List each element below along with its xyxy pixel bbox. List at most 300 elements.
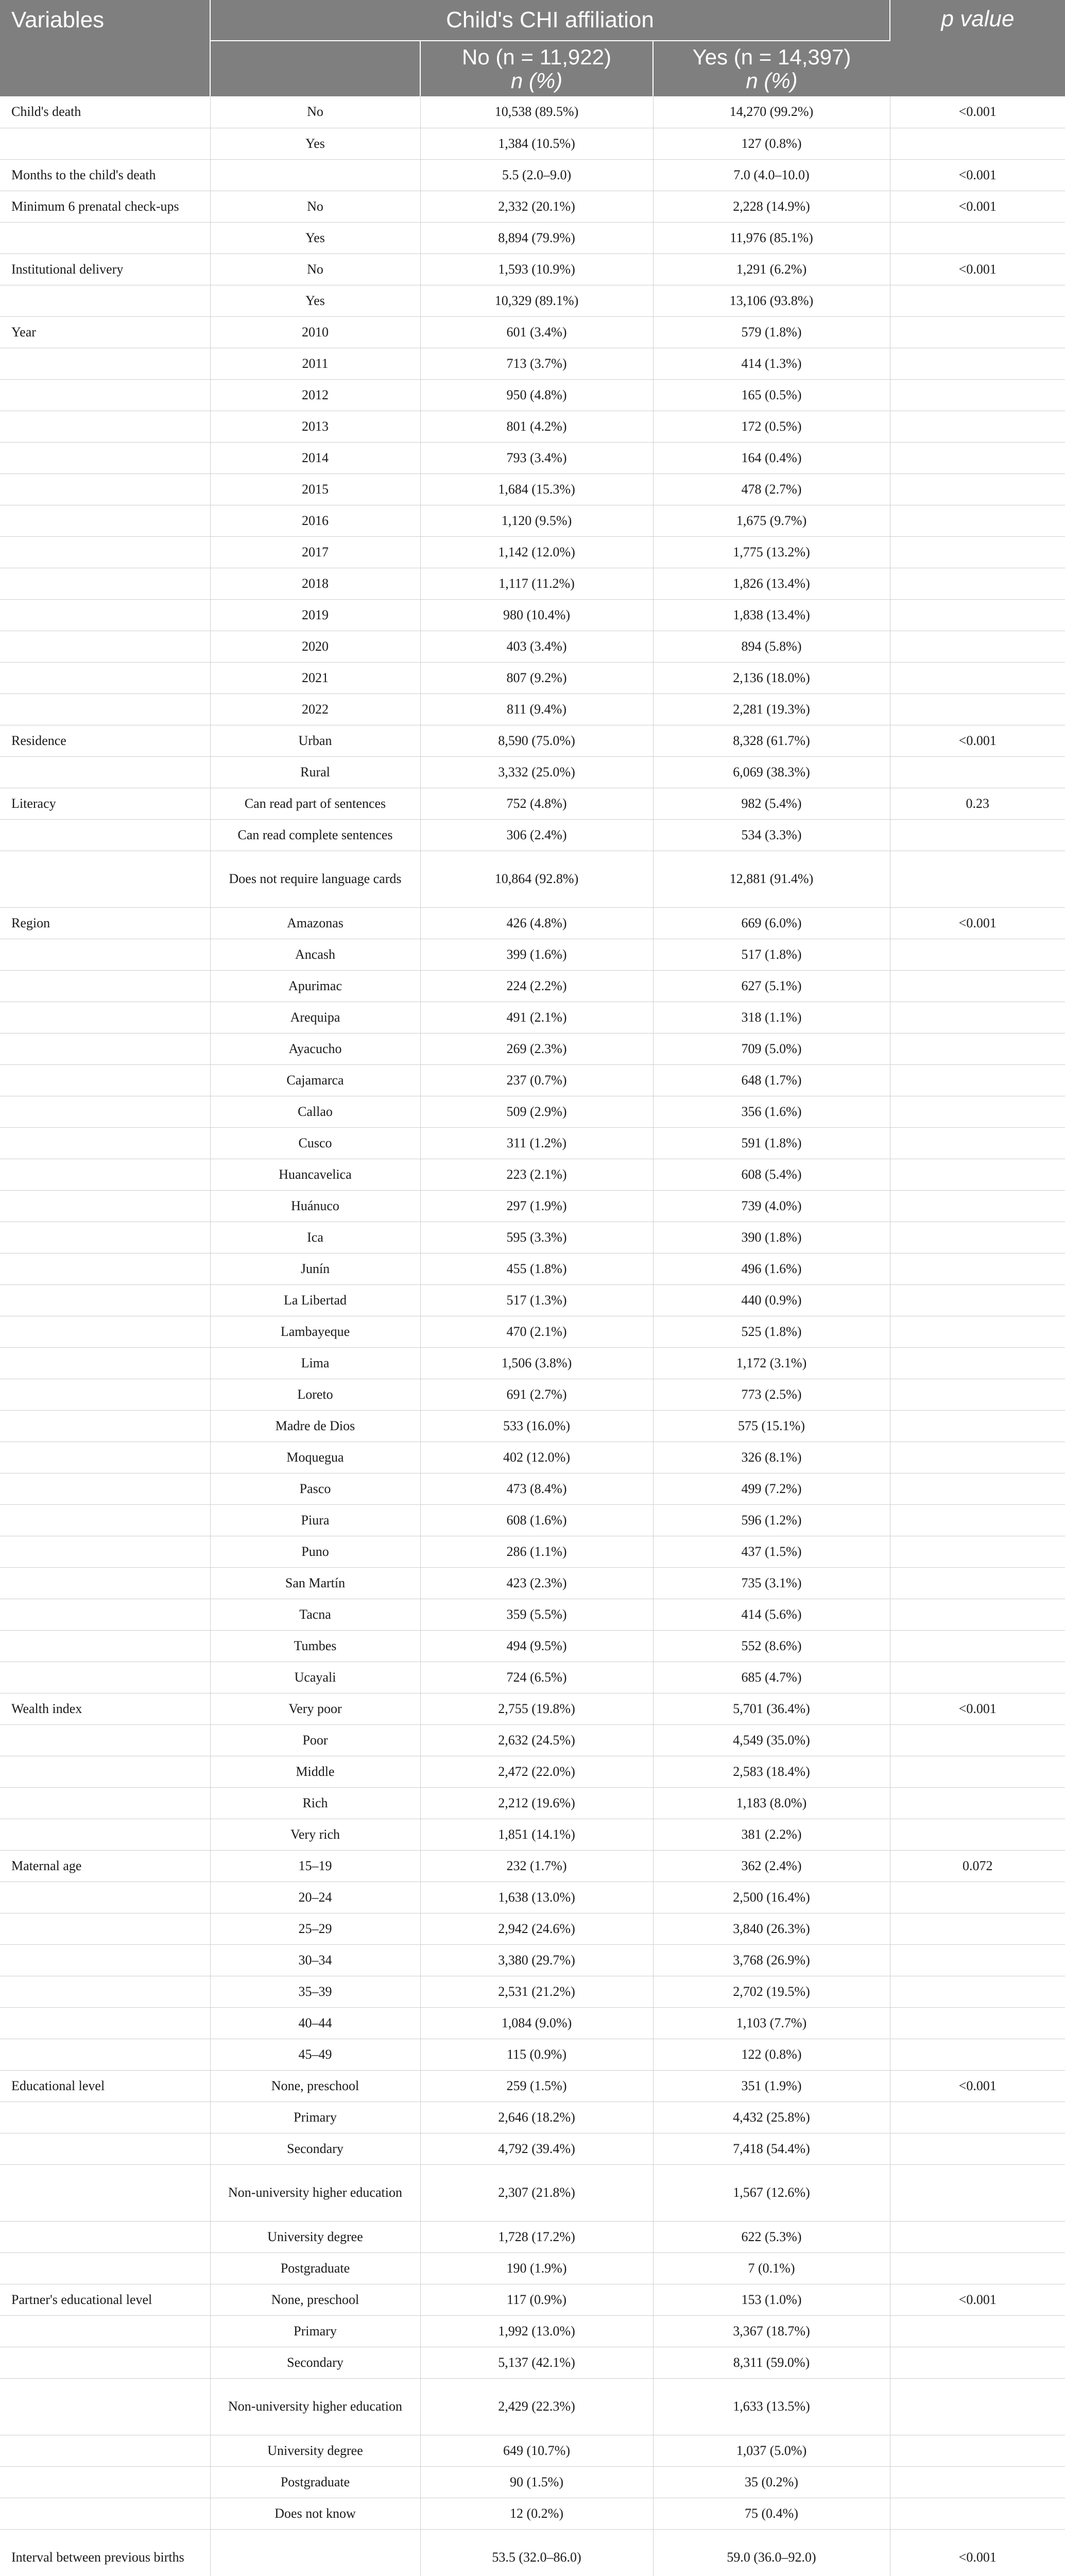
cell-p-value bbox=[890, 2252, 1065, 2284]
cell-subcategory: Huánuco bbox=[210, 1190, 420, 1222]
cell-subcategory: Postgraduate bbox=[210, 2466, 420, 2498]
cell-subcategory: Rural bbox=[210, 756, 420, 788]
cell-subcategory: La Libertad bbox=[210, 1284, 420, 1316]
cell-yes: 1,826 (13.4%) bbox=[653, 568, 890, 599]
cell-no: 1,084 (9.0%) bbox=[420, 2007, 653, 2039]
cell-subcategory: Tacna bbox=[210, 1599, 420, 1630]
cell-yes: 1,291 (6.2%) bbox=[653, 253, 890, 285]
cell-variable bbox=[0, 348, 210, 379]
cell-variable bbox=[0, 1033, 210, 1064]
table-row bbox=[0, 2347, 1065, 2378]
cell-yes: 7 (0.1%) bbox=[653, 2252, 890, 2284]
cell-variable bbox=[0, 1567, 210, 1599]
cell-no: 286 (1.1%) bbox=[420, 1536, 653, 1567]
cell-yes: 596 (1.2%) bbox=[653, 1504, 890, 1536]
cell-variable bbox=[0, 2315, 210, 2347]
cell-variable bbox=[0, 970, 210, 1002]
cell-subcategory: Very poor bbox=[210, 1693, 420, 1724]
cell-no: 115 (0.9%) bbox=[420, 2039, 653, 2070]
cell-p-value: <0.001 bbox=[890, 725, 1065, 756]
cell-subcategory: Ayacucho bbox=[210, 1033, 420, 1064]
cell-no: 2,307 (21.8%) bbox=[420, 2164, 653, 2221]
cell-no: 713 (3.7%) bbox=[420, 348, 653, 379]
cell-no: 359 (5.5%) bbox=[420, 1599, 653, 1630]
header-col-yes-unit: n (%) bbox=[746, 68, 798, 93]
cell-p-value bbox=[890, 536, 1065, 568]
table-row bbox=[0, 442, 1065, 473]
cell-p-value bbox=[890, 411, 1065, 442]
cell-no: 1,117 (11.2%) bbox=[420, 568, 653, 599]
cell-yes: 59.0 (36.0–92.0) bbox=[653, 2529, 890, 2576]
cell-p-value bbox=[890, 2315, 1065, 2347]
cell-variable bbox=[0, 2007, 210, 2039]
cell-subcategory: Callao bbox=[210, 1096, 420, 1127]
cell-p-value bbox=[890, 1159, 1065, 1190]
cell-p-value bbox=[890, 2164, 1065, 2221]
cell-yes: 390 (1.8%) bbox=[653, 1222, 890, 1253]
cell-p-value bbox=[890, 1944, 1065, 1976]
cell-variable bbox=[0, 2164, 210, 2221]
cell-subcategory: 2022 bbox=[210, 693, 420, 725]
cell-no: 12 (0.2%) bbox=[420, 2498, 653, 2529]
cell-no: 1,728 (17.2%) bbox=[420, 2221, 653, 2252]
cell-variable bbox=[0, 1976, 210, 2007]
cell-subcategory: Cusco bbox=[210, 1127, 420, 1159]
cell-yes: 35 (0.2%) bbox=[653, 2466, 890, 2498]
table-row bbox=[0, 128, 1065, 159]
cell-variable bbox=[0, 2221, 210, 2252]
cell-subcategory: Lambayeque bbox=[210, 1316, 420, 1347]
cell-p-value bbox=[890, 1442, 1065, 1473]
cell-no: 190 (1.9%) bbox=[420, 2252, 653, 2284]
cell-subcategory: Primary bbox=[210, 2315, 420, 2347]
cell-yes: 685 (4.7%) bbox=[653, 1662, 890, 1693]
cell-p-value bbox=[890, 1064, 1065, 1096]
header-group-title: Child's CHI affiliation bbox=[210, 0, 890, 41]
cell-yes: 669 (6.0%) bbox=[653, 907, 890, 939]
table-row bbox=[0, 1222, 1065, 1253]
table-row bbox=[0, 1410, 1065, 1442]
table-row bbox=[0, 222, 1065, 253]
cell-yes: 3,840 (26.3%) bbox=[653, 1913, 890, 1944]
cell-no: 807 (9.2%) bbox=[420, 662, 653, 693]
cell-no: 1,142 (12.0%) bbox=[420, 536, 653, 568]
cell-no: 1,593 (10.9%) bbox=[420, 253, 653, 285]
cell-no: 2,472 (22.0%) bbox=[420, 1756, 653, 1787]
cell-variable bbox=[0, 536, 210, 568]
table-row bbox=[0, 2164, 1065, 2221]
cell-p-value bbox=[890, 1567, 1065, 1599]
cell-subcategory: Ica bbox=[210, 1222, 420, 1253]
cell-variable bbox=[0, 222, 210, 253]
cell-subcategory: 45–49 bbox=[210, 2039, 420, 2070]
cell-yes: 739 (4.0%) bbox=[653, 1190, 890, 1222]
table-row bbox=[0, 1630, 1065, 1662]
cell-variable bbox=[0, 1756, 210, 1787]
cell-yes: 608 (5.4%) bbox=[653, 1159, 890, 1190]
cell-no: 10,864 (92.8%) bbox=[420, 851, 653, 907]
cell-subcategory: University degree bbox=[210, 2221, 420, 2252]
cell-p-value bbox=[890, 1127, 1065, 1159]
cell-variable bbox=[0, 1379, 210, 1410]
cell-no: 494 (9.5%) bbox=[420, 1630, 653, 1662]
cell-p-value bbox=[890, 1913, 1065, 1944]
cell-variable bbox=[0, 1724, 210, 1756]
cell-subcategory: No bbox=[210, 96, 420, 128]
cell-yes: 1,775 (13.2%) bbox=[653, 536, 890, 568]
cell-p-value: 0.23 bbox=[890, 788, 1065, 819]
table-row bbox=[0, 1347, 1065, 1379]
cell-yes: 982 (5.4%) bbox=[653, 788, 890, 819]
table-row bbox=[0, 2529, 1065, 2576]
cell-subcategory: Tumbes bbox=[210, 1630, 420, 1662]
cell-subcategory: 2020 bbox=[210, 631, 420, 662]
cell-subcategory: Very rich bbox=[210, 1819, 420, 1850]
cell-variable bbox=[0, 599, 210, 631]
cell-p-value bbox=[890, 2007, 1065, 2039]
header-col-yes bbox=[653, 41, 890, 96]
cell-variable bbox=[0, 1599, 210, 1630]
cell-no: 1,851 (14.1%) bbox=[420, 1819, 653, 1850]
cell-no: 311 (1.2%) bbox=[420, 1127, 653, 1159]
cell-no: 509 (2.9%) bbox=[420, 1096, 653, 1127]
cell-subcategory: Non-university higher education bbox=[210, 2378, 420, 2435]
cell-subcategory: Huancavelica bbox=[210, 1159, 420, 1190]
cell-no: 473 (8.4%) bbox=[420, 1473, 653, 1504]
cell-subcategory: 2011 bbox=[210, 348, 420, 379]
cell-p-value bbox=[890, 2466, 1065, 2498]
cell-subcategory: Poor bbox=[210, 1724, 420, 1756]
cell-yes: 3,768 (26.9%) bbox=[653, 1944, 890, 1976]
cell-yes: 575 (15.1%) bbox=[653, 1410, 890, 1442]
cell-p-value bbox=[890, 2378, 1065, 2435]
cell-yes: 4,432 (25.8%) bbox=[653, 2102, 890, 2133]
cell-p-value bbox=[890, 1284, 1065, 1316]
cell-yes: 534 (3.3%) bbox=[653, 819, 890, 851]
table-row bbox=[0, 191, 1065, 222]
table-body bbox=[0, 96, 1065, 2576]
cell-p-value bbox=[890, 599, 1065, 631]
cell-subcategory: 2012 bbox=[210, 379, 420, 411]
cell-p-value: <0.001 bbox=[890, 253, 1065, 285]
cell-p-value bbox=[890, 1222, 1065, 1253]
cell-variable bbox=[0, 756, 210, 788]
table-row bbox=[0, 819, 1065, 851]
cell-no: 595 (3.3%) bbox=[420, 1222, 653, 1253]
cell-p-value bbox=[890, 1410, 1065, 1442]
cell-subcategory: Amazonas bbox=[210, 907, 420, 939]
table-row bbox=[0, 1756, 1065, 1787]
cell-subcategory: 2015 bbox=[210, 473, 420, 505]
cell-yes: 5,701 (36.4%) bbox=[653, 1693, 890, 1724]
cell-variable bbox=[0, 1536, 210, 1567]
table-row bbox=[0, 1190, 1065, 1222]
cell-subcategory: None, preschool bbox=[210, 2070, 420, 2102]
cell-no: 724 (6.5%) bbox=[420, 1662, 653, 1693]
cell-p-value bbox=[890, 631, 1065, 662]
cell-no: 2,942 (24.6%) bbox=[420, 1913, 653, 1944]
cell-p-value bbox=[890, 473, 1065, 505]
cell-yes: 6,069 (38.3%) bbox=[653, 756, 890, 788]
table-row bbox=[0, 1536, 1065, 1567]
cell-variable bbox=[0, 128, 210, 159]
cell-p-value bbox=[890, 222, 1065, 253]
cell-subcategory: University degree bbox=[210, 2435, 420, 2466]
cell-no: 608 (1.6%) bbox=[420, 1504, 653, 1536]
table-row bbox=[0, 1567, 1065, 1599]
cell-yes: 648 (1.7%) bbox=[653, 1064, 890, 1096]
cell-p-value bbox=[890, 128, 1065, 159]
cell-variable: Child's death bbox=[0, 96, 210, 128]
table-row bbox=[0, 505, 1065, 536]
cell-p-value bbox=[890, 1002, 1065, 1033]
cell-variable bbox=[0, 939, 210, 970]
cell-variable: Months to the child's death bbox=[0, 159, 210, 191]
cell-variable bbox=[0, 1316, 210, 1347]
cell-p-value bbox=[890, 851, 1065, 907]
cell-p-value bbox=[890, 662, 1065, 693]
cell-subcategory: Yes bbox=[210, 128, 420, 159]
cell-p-value bbox=[890, 285, 1065, 316]
cell-subcategory: Loreto bbox=[210, 1379, 420, 1410]
cell-p-value: <0.001 bbox=[890, 2070, 1065, 2102]
cell-subcategory: 2021 bbox=[210, 662, 420, 693]
cell-p-value bbox=[890, 1253, 1065, 1284]
cell-no: 1,992 (13.0%) bbox=[420, 2315, 653, 2347]
cell-p-value bbox=[890, 348, 1065, 379]
cell-variable bbox=[0, 379, 210, 411]
cell-yes: 127 (0.8%) bbox=[653, 128, 890, 159]
cell-subcategory: 2010 bbox=[210, 316, 420, 348]
cell-variable bbox=[0, 2466, 210, 2498]
cell-variable bbox=[0, 2435, 210, 2466]
cell-subcategory: No bbox=[210, 191, 420, 222]
cell-yes: 381 (2.2%) bbox=[653, 1819, 890, 1850]
cell-no: 2,429 (22.3%) bbox=[420, 2378, 653, 2435]
cell-yes: 2,281 (19.3%) bbox=[653, 693, 890, 725]
cell-variable bbox=[0, 1442, 210, 1473]
cell-yes: 579 (1.8%) bbox=[653, 316, 890, 348]
cell-subcategory: Postgraduate bbox=[210, 2252, 420, 2284]
cell-variable bbox=[0, 1944, 210, 1976]
table-row bbox=[0, 725, 1065, 756]
cell-subcategory bbox=[210, 159, 420, 191]
cell-p-value bbox=[890, 693, 1065, 725]
cell-subcategory: Does not require language cards bbox=[210, 851, 420, 907]
cell-yes: 326 (8.1%) bbox=[653, 1442, 890, 1473]
cell-variable bbox=[0, 1064, 210, 1096]
cell-yes: 1,172 (3.1%) bbox=[653, 1347, 890, 1379]
table-row bbox=[0, 1913, 1065, 1944]
cell-yes: 362 (2.4%) bbox=[653, 1850, 890, 1882]
cell-yes: 525 (1.8%) bbox=[653, 1316, 890, 1347]
cell-p-value bbox=[890, 970, 1065, 1002]
cell-no: 2,646 (18.2%) bbox=[420, 2102, 653, 2133]
cell-yes: 172 (0.5%) bbox=[653, 411, 890, 442]
cell-no: 601 (3.4%) bbox=[420, 316, 653, 348]
cell-subcategory: Apurimac bbox=[210, 970, 420, 1002]
cell-p-value bbox=[890, 316, 1065, 348]
cell-no: 3,380 (29.7%) bbox=[420, 1944, 653, 1976]
cell-no: 402 (12.0%) bbox=[420, 1442, 653, 1473]
header-p-value-label: p value bbox=[941, 6, 1015, 31]
cell-yes: 2,702 (19.5%) bbox=[653, 1976, 890, 2007]
table-row bbox=[0, 2007, 1065, 2039]
cell-variable bbox=[0, 1504, 210, 1536]
cell-variable bbox=[0, 2252, 210, 2284]
cell-subcategory: Cajamarca bbox=[210, 1064, 420, 1096]
cell-no: 399 (1.6%) bbox=[420, 939, 653, 970]
cell-no: 232 (1.7%) bbox=[420, 1850, 653, 1882]
table-row bbox=[0, 1599, 1065, 1630]
cell-yes: 2,136 (18.0%) bbox=[653, 662, 890, 693]
cell-p-value bbox=[890, 379, 1065, 411]
cell-subcategory: Ancash bbox=[210, 939, 420, 970]
table-row bbox=[0, 1379, 1065, 1410]
cell-p-value bbox=[890, 1316, 1065, 1347]
cell-yes: 153 (1.0%) bbox=[653, 2284, 890, 2315]
cell-no: 423 (2.3%) bbox=[420, 1567, 653, 1599]
cell-yes: 622 (5.3%) bbox=[653, 2221, 890, 2252]
cell-variable bbox=[0, 2102, 210, 2133]
cell-no: 2,332 (20.1%) bbox=[420, 191, 653, 222]
cell-p-value bbox=[890, 1787, 1065, 1819]
cell-variable: Minimum 6 prenatal check-ups bbox=[0, 191, 210, 222]
cell-yes: 773 (2.5%) bbox=[653, 1379, 890, 1410]
cell-p-value bbox=[890, 1819, 1065, 1850]
cell-p-value: <0.001 bbox=[890, 907, 1065, 939]
cell-p-value: <0.001 bbox=[890, 2529, 1065, 2576]
table-row bbox=[0, 1693, 1065, 1724]
cell-yes: 709 (5.0%) bbox=[653, 1033, 890, 1064]
header-col-no-unit: n (%) bbox=[510, 68, 563, 93]
cell-yes: 1,567 (12.6%) bbox=[653, 2164, 890, 2221]
table-row bbox=[0, 348, 1065, 379]
cell-yes: 414 (1.3%) bbox=[653, 348, 890, 379]
cell-variable bbox=[0, 1347, 210, 1379]
cell-subcategory: Does not know bbox=[210, 2498, 420, 2529]
cell-p-value bbox=[890, 939, 1065, 970]
cell-p-value bbox=[890, 568, 1065, 599]
cell-p-value: 0.072 bbox=[890, 1850, 1065, 1882]
table-row bbox=[0, 1787, 1065, 1819]
cell-no: 1,506 (3.8%) bbox=[420, 1347, 653, 1379]
cell-yes: 11,976 (85.1%) bbox=[653, 222, 890, 253]
cell-p-value bbox=[890, 1976, 1065, 2007]
cell-variable bbox=[0, 473, 210, 505]
cell-p-value bbox=[890, 1599, 1065, 1630]
cell-variable bbox=[0, 1410, 210, 1442]
cell-p-value bbox=[890, 1033, 1065, 1064]
cell-yes: 517 (1.8%) bbox=[653, 939, 890, 970]
cell-no: 2,755 (19.8%) bbox=[420, 1693, 653, 1724]
cell-yes: 591 (1.8%) bbox=[653, 1127, 890, 1159]
cell-variable bbox=[0, 1662, 210, 1693]
cell-yes: 7,418 (54.4%) bbox=[653, 2133, 890, 2164]
cell-no: 224 (2.2%) bbox=[420, 970, 653, 1002]
cell-no: 90 (1.5%) bbox=[420, 2466, 653, 2498]
cell-no: 269 (2.3%) bbox=[420, 1033, 653, 1064]
cell-p-value bbox=[890, 1630, 1065, 1662]
cell-subcategory: Moquegua bbox=[210, 1442, 420, 1473]
table-row bbox=[0, 1850, 1065, 1882]
cell-subcategory: Yes bbox=[210, 285, 420, 316]
table-row bbox=[0, 1096, 1065, 1127]
cell-variable bbox=[0, 285, 210, 316]
table-row bbox=[0, 1504, 1065, 1536]
cell-yes: 12,881 (91.4%) bbox=[653, 851, 890, 907]
cell-variable bbox=[0, 2378, 210, 2435]
cell-p-value bbox=[890, 505, 1065, 536]
table-row bbox=[0, 1473, 1065, 1504]
cell-variable bbox=[0, 2133, 210, 2164]
cell-p-value bbox=[890, 442, 1065, 473]
cell-subcategory: Primary bbox=[210, 2102, 420, 2133]
table-row bbox=[0, 2466, 1065, 2498]
cell-subcategory: Urban bbox=[210, 725, 420, 756]
cell-variable: Region bbox=[0, 907, 210, 939]
cell-variable bbox=[0, 819, 210, 851]
cell-variable bbox=[0, 2498, 210, 2529]
cell-subcategory: Rich bbox=[210, 1787, 420, 1819]
cell-no: 426 (4.8%) bbox=[420, 907, 653, 939]
header-col-no-label: No (n = 11,922) bbox=[462, 44, 611, 69]
cell-no: 533 (16.0%) bbox=[420, 1410, 653, 1442]
cell-yes: 13,106 (93.8%) bbox=[653, 285, 890, 316]
table-row bbox=[0, 2102, 1065, 2133]
cell-yes: 164 (0.4%) bbox=[653, 442, 890, 473]
cell-no: 1,638 (13.0%) bbox=[420, 1882, 653, 1913]
cell-p-value: <0.001 bbox=[890, 1693, 1065, 1724]
cell-yes: 14,270 (99.2%) bbox=[653, 96, 890, 128]
cell-variable: Partner's educational level bbox=[0, 2284, 210, 2315]
cell-p-value bbox=[890, 2498, 1065, 2529]
table-header bbox=[0, 0, 1065, 96]
cell-subcategory: 25–29 bbox=[210, 1913, 420, 1944]
cell-yes: 1,838 (13.4%) bbox=[653, 599, 890, 631]
cell-variable bbox=[0, 1002, 210, 1033]
cell-variable bbox=[0, 1473, 210, 1504]
cell-no: 8,894 (79.9%) bbox=[420, 222, 653, 253]
cell-subcategory: Piura bbox=[210, 1504, 420, 1536]
cell-p-value bbox=[890, 2347, 1065, 2378]
cell-variable bbox=[0, 851, 210, 907]
cell-variable bbox=[0, 1819, 210, 1850]
cell-variable: Residence bbox=[0, 725, 210, 756]
table-row bbox=[0, 473, 1065, 505]
cell-subcategory: 30–34 bbox=[210, 1944, 420, 1976]
table-row bbox=[0, 2039, 1065, 2070]
cell-no: 5.5 (2.0–9.0) bbox=[420, 159, 653, 191]
cell-variable bbox=[0, 1096, 210, 1127]
cell-variable bbox=[0, 1787, 210, 1819]
cell-yes: 7.0 (4.0–10.0) bbox=[653, 159, 890, 191]
cell-yes: 627 (5.1%) bbox=[653, 970, 890, 1002]
table-row bbox=[0, 788, 1065, 819]
table-row bbox=[0, 1944, 1065, 1976]
cell-variable bbox=[0, 411, 210, 442]
table-row bbox=[0, 285, 1065, 316]
cell-subcategory: 2018 bbox=[210, 568, 420, 599]
cell-no: 117 (0.9%) bbox=[420, 2284, 653, 2315]
cell-yes: 1,633 (13.5%) bbox=[653, 2378, 890, 2435]
table-row bbox=[0, 2221, 1065, 2252]
cell-subcategory: 40–44 bbox=[210, 2007, 420, 2039]
cell-p-value bbox=[890, 1756, 1065, 1787]
cell-no: 455 (1.8%) bbox=[420, 1253, 653, 1284]
cell-no: 297 (1.9%) bbox=[420, 1190, 653, 1222]
cell-p-value bbox=[890, 1536, 1065, 1567]
